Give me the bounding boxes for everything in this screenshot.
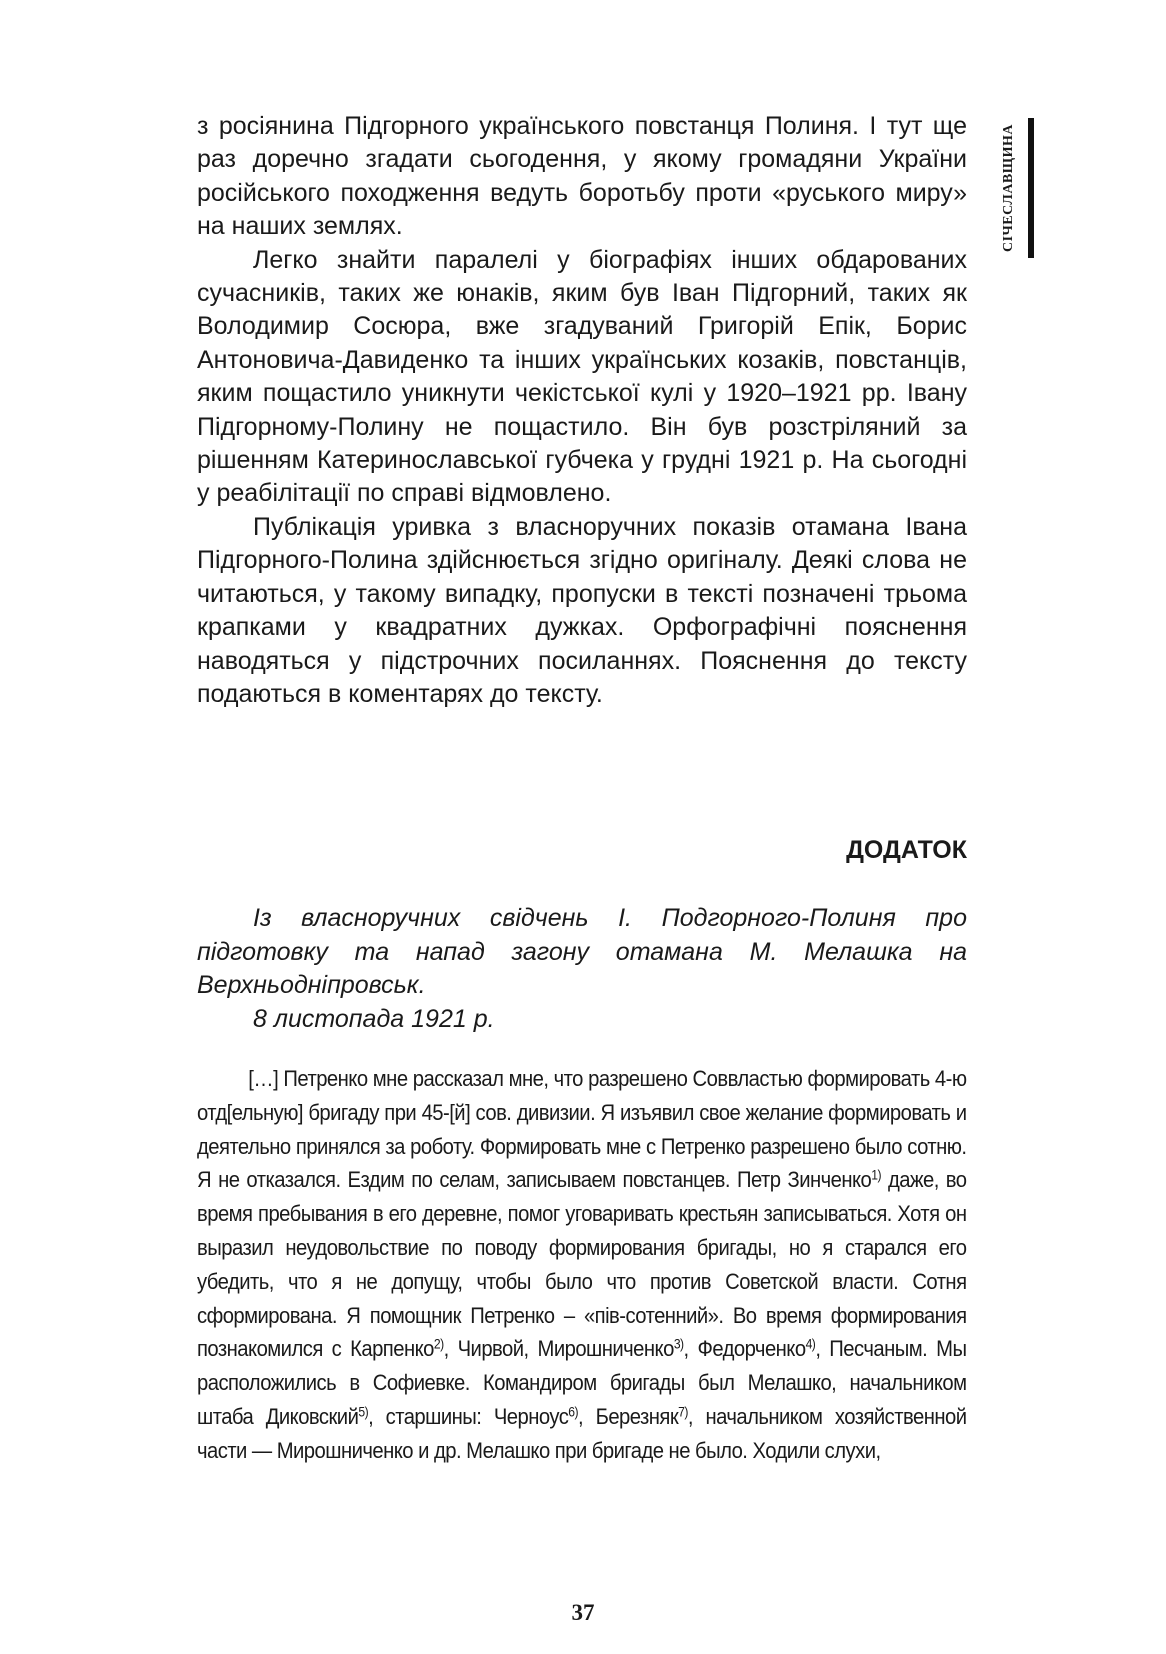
document-text-segment: , старшины: Черноус <box>368 1403 569 1429</box>
document-text-segment: , Чирвой, Мирошниченко <box>443 1336 674 1362</box>
footnote-ref-6: 6) <box>568 1404 579 1420</box>
appendix-intro-title: Із власноручних свідчень І. Подгорного-Полиня про підготовку та напад загону отамана М. Мелашка на Верхньодніпровськ. <box>197 904 967 999</box>
document-text-segment: , начальником хозяйственной части — Мирошниченко и др. Мелашко при бригаде не было. Ходили слухи, <box>197 1403 967 1463</box>
body-text <box>197 110 967 711</box>
appendix-heading: ДОДАТОК <box>846 836 967 864</box>
document-text-segment: , Песчаным. Мы расположились в Софиевке. Командиром бригады был Мелашко, начальником штаба Диковский <box>197 1336 967 1429</box>
footnote-ref-4: 4) <box>805 1336 816 1352</box>
journal-logo-text: СІЧЕСЛАВЩИНА <box>1001 123 1017 253</box>
document-text-segment: , Федорченко <box>683 1336 806 1362</box>
document-paragraph <box>197 1062 967 1468</box>
journal-logo <box>996 118 1036 258</box>
document-text <box>197 1062 967 1468</box>
footnote-ref-3: 3) <box>673 1336 684 1352</box>
body-paragraph-3: Публікація уривка з власноручних показів отамана Івана Підгорного-Полина здійснюється згідно оригіналу. Деякі слова не читаються, у такому випадку, пропуски в тексті позначені трьома крапками у квадратних дужках. Орфографічні пояснення наводяться у підстрочних посиланнях. Пояснення до тексту подаються в коментарях до тексту. <box>197 512 967 708</box>
document-text-segment: , Березняк <box>578 1403 679 1429</box>
footnote-ref-1: 1) <box>871 1167 881 1183</box>
journal-logo-bar <box>1028 118 1034 258</box>
footnote-ref-2: 2) <box>433 1336 444 1352</box>
footnote-ref-7: 7) <box>678 1404 688 1420</box>
appendix-date: 8 листопада 1921 р. <box>253 1004 495 1033</box>
document-text-segment: даже, во время пребывания в его деревне, помог уговаривать крестьян записываться. Хотя он выразил неудовольствие по поводу формирования бригады, но я старался его убедить, что я не допущу, чтобы было что против Советской власти. Сотня сформирована. Я помощник Петренко – «пів-сотенний». Во время формирования познакомился с Карпенко <box>197 1167 967 1362</box>
footnote-ref-5: 5) <box>358 1404 369 1420</box>
body-paragraph-1: з росіянина Підгорного українського повстанця Полиня. І тут ще раз доречно згадати сьогодення, у якому громадяни України російського походження ведуть боротьбу проти «руського миру» на наших землях. <box>197 112 967 241</box>
document-text-segment: […] Петренко мне рассказал мне, что разрешено Соввластью формировать 4-ю отд[ельную] бригаду при 45-[й] сов. дивизии. Я изъявил свое желание формировать и деятельно принялся за роботу. Формировать мне с Петренко разрешено было сотню. Я не отказался. Ездим по селам, записываем повстанцев. Петр Зинченко <box>197 1066 967 1193</box>
appendix-intro <box>197 902 967 1036</box>
page-number: 37 <box>571 1600 595 1625</box>
body-paragraph-2: Легко знайти паралелі у біографіях інших обдарованих сучасників, таких же юнаків, яким був Іван Підгорний, таких як Володимир Сосюра, вже згадуваний Григорій Епік, Борис Антоновича-Давиденко та інших українських козаків, повстанців, яким пощастило уникнути чекістської кулі у 1920–1921 рр. Івану Підгорному-Полину не пощастило. Він був розстріляний за рішенням Катеринославської губчека у грудні 1921 р. На сьогодні у реабілітації по справі відмовлено. <box>197 245 967 508</box>
